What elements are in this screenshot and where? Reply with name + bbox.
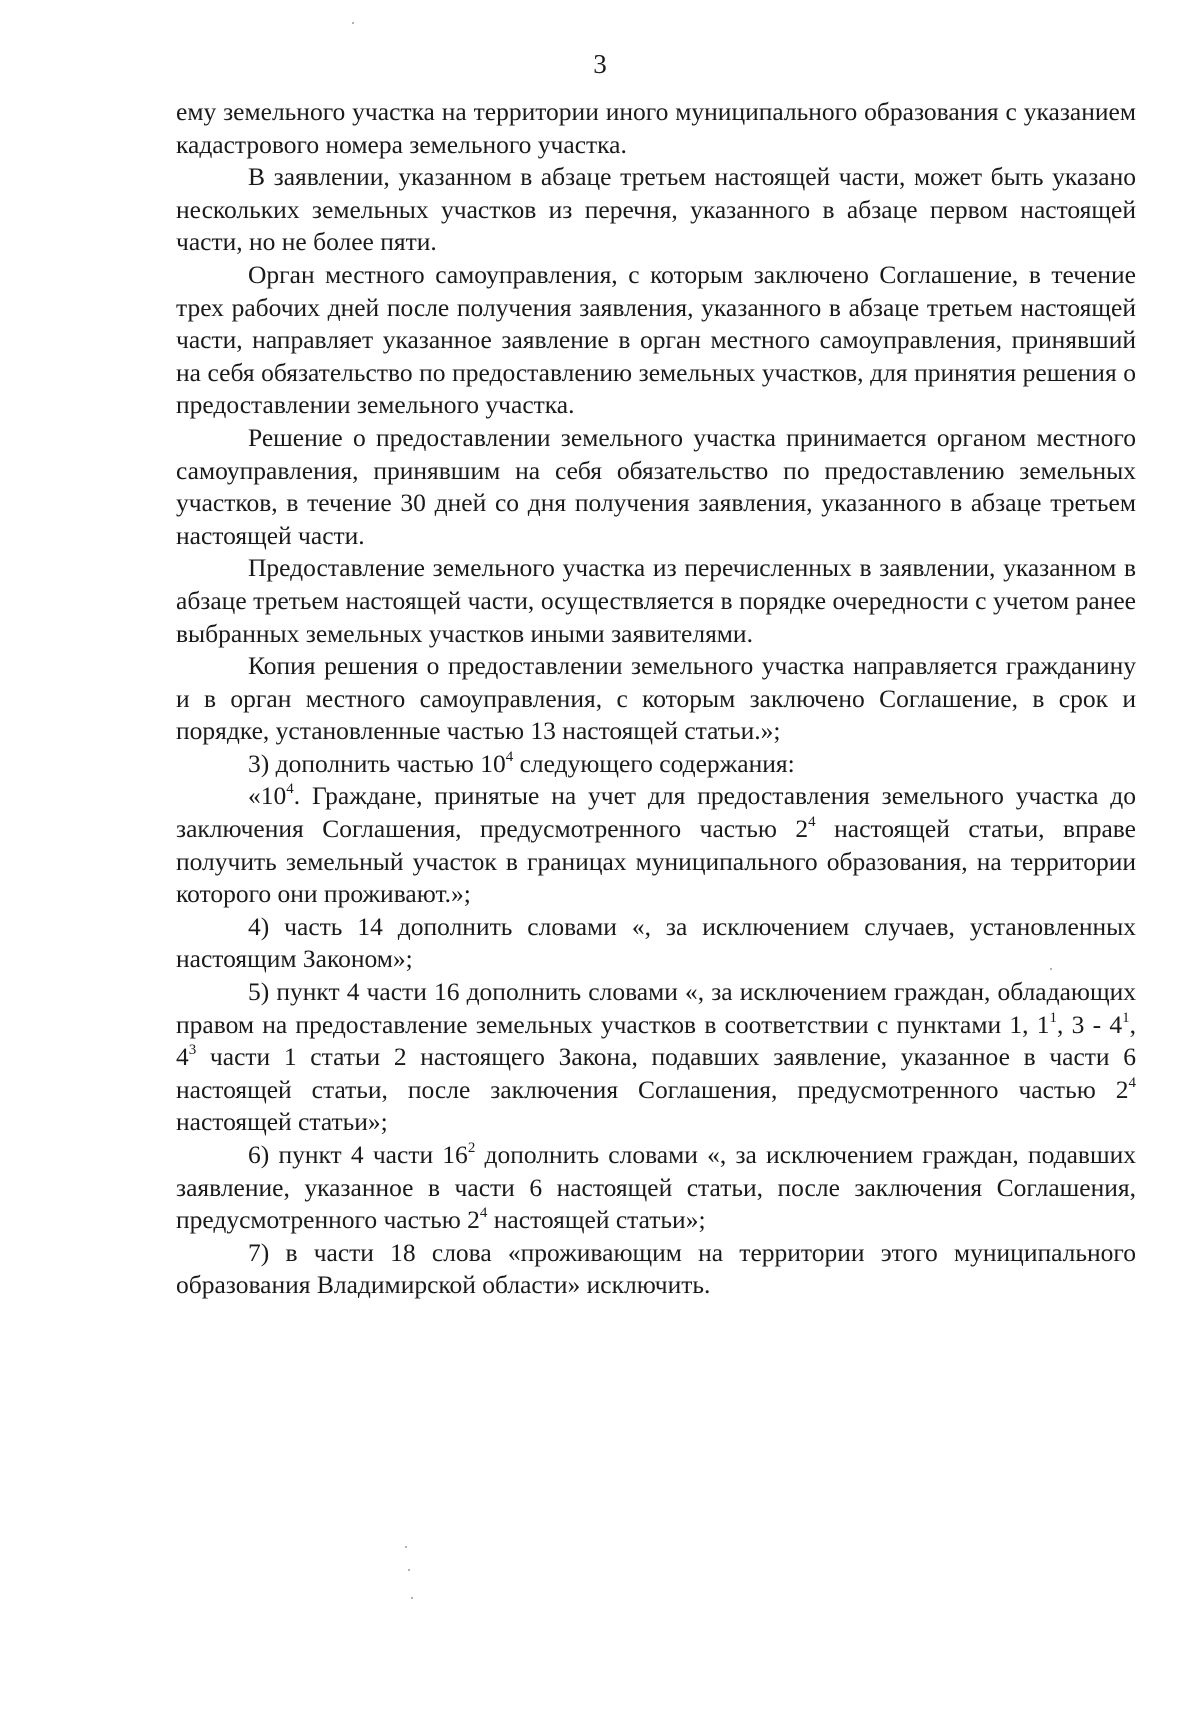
paragraph-text: , 4 [176, 1009, 1136, 1072]
paragraph [176, 780, 1136, 910]
paragraph-text: следующего содержания: [513, 748, 795, 778]
paragraph-text: ему земельного участка на территории иного муниципального образования с указанием кадастрового номера земельного участка. [176, 97, 1136, 159]
page-number: 3 [593, 49, 607, 79]
paragraph [176, 552, 1136, 650]
paragraph-text: Копия решения о предоставлении земельного участка направляется гражданину и в орган местного самоуправления, с которым заключено Соглашение, в срок и порядке, установленные частью 13 настоящей статьи.»; [176, 651, 1136, 746]
superscript: 4 [505, 748, 514, 765]
scan-speck [1050, 968, 1052, 970]
paragraph-text: настоящей статьи»; [176, 1107, 388, 1137]
paragraph-text: 4) часть 14 дополнить словами «, за исключением случаев, установленных настоящим Законом»; [176, 911, 1136, 974]
superscript: 4 [1128, 1074, 1136, 1091]
paragraph [176, 161, 1136, 259]
superscript: 1 [1049, 1009, 1058, 1026]
paragraph-text: Орган местного самоуправления, с которым заключено Соглашение, в течение трех рабочих дней после получения заявления, указанного в абзаце третьем настоящей части, направляет указанное заявление в орган местного самоуправления, принявший на себя обязательство по предоставлению земельных участков, для принятия решения о предоставлении земельного участка. [176, 259, 1136, 420]
paragraph-text: «10 [248, 781, 287, 811]
paragraph [176, 422, 1136, 552]
scan-speck [405, 1546, 407, 1548]
superscript: 2 [467, 1140, 476, 1156]
paragraph-text: Предоставление земельного участка из перечисленных в заявлении, указанном в абзаце третьем настоящей части, осуществляется в порядке очередности с учетом ранее выбранных земельных участков иными заявителями. [176, 553, 1136, 648]
paragraph-text: 7) в части 18 слова «проживающим на территории этого муниципального образования Владимирской области» исключить. [176, 1237, 1136, 1300]
paragraph-text: 6) пункт 4 части 16 [248, 1140, 468, 1169]
paragraph [176, 1237, 1136, 1302]
paragraph-text: . Граждане, принятые на учет для предоставления земельного участка до заключения Соглашения, предусмотренного частью 2 [176, 781, 1136, 844]
paragraph-text: части 1 статьи 2 настоящего Закона, подавших заявление, указанное в части 6 настоящей статьи, после заключения Соглашения, предусмотренного частью 2 [176, 1042, 1136, 1104]
paragraph [176, 650, 1136, 748]
paragraph-text: настоящей статьи, вправе получить земельный участок в границах муниципального образования, на территории которого они проживают.»; [176, 814, 1137, 909]
superscript: 4 [479, 1205, 488, 1222]
paragraph-text: настоящей статьи»; [487, 1205, 706, 1235]
superscript: 4 [286, 781, 294, 798]
document-body [176, 96, 1136, 1302]
paragraph [176, 748, 1136, 781]
paragraph-text: дополнить словами «, за исключением граждан, подавших заявление, указанное в части 6 настоящей статьи, после заключения Соглашения, предусмотренного частью 2 [176, 1140, 1136, 1235]
superscript: 1 [1122, 1009, 1130, 1026]
paragraph-text: В заявлении, указанном в абзаце третьем настоящей части, может быть указано нескольких земельных участков из перечня, указанного в абзаце первом настоящей части, но не более пяти. [176, 162, 1136, 257]
paragraph-text: , 3 - 4 [1057, 1009, 1123, 1039]
superscript: 4 [808, 814, 816, 831]
paragraph [176, 1139, 1136, 1237]
paragraph [176, 259, 1136, 422]
paragraph [176, 911, 1136, 976]
scan-speck [408, 1569, 410, 1571]
scan-speck [411, 1597, 413, 1599]
paragraph-text: Решение о предоставлении земельного участка принимается органом местного самоуправления, принявшим на себя обязательство по предоставлению земельных участков, в течение 30 дней со дня получения заявления, указанного в абзаце третьем настоящей части. [176, 422, 1136, 550]
paragraph [176, 976, 1136, 1139]
paragraph [176, 96, 1136, 161]
scan-speck [352, 22, 354, 24]
superscript: 3 [188, 1042, 197, 1059]
paragraph-text: 3) дополнить частью 10 [248, 748, 506, 778]
paragraph-text: 5) пункт 4 части 16 дополнить словами «, за исключением граждан, обладающих правом на предоставление земельных участков в соответствии с пунктами 1, 1 [176, 977, 1136, 1039]
